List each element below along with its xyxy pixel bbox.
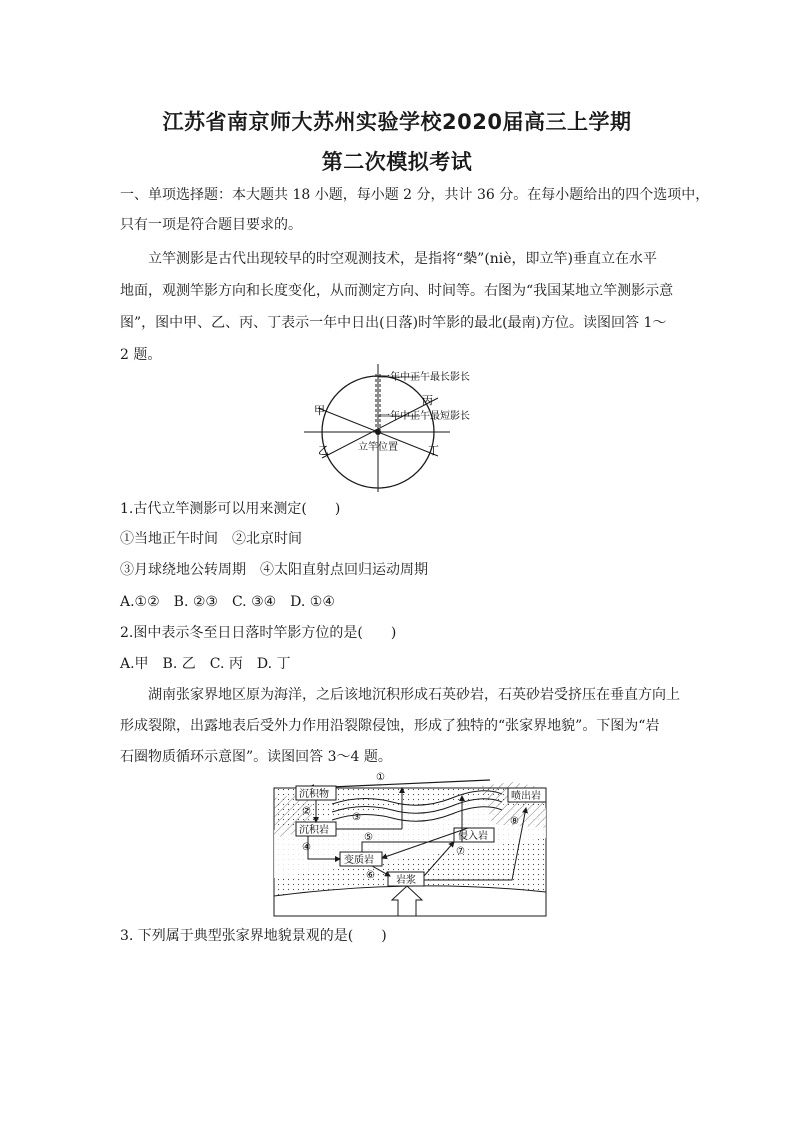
box-metamorphic-label: 变质岩: [344, 855, 374, 866]
label-shortest: 一年中正午最短影长: [380, 411, 470, 422]
passage2-line3: 石圈物质循环示意图”。读图回答 3～4 题。: [120, 749, 392, 765]
label-n6: ⑥: [366, 870, 375, 881]
q1-options-line1: ①当地正午时间 ②北京时间: [120, 531, 302, 547]
label-longest: 一年中正午最长影长: [380, 372, 470, 383]
q3-stem: 3. 下列属于典型张家界地貌景观的是( ): [120, 928, 387, 944]
passage2-line1: 湖南张家界地区原为海洋，之后该地沉积形成石英砂岩，石英砂岩受挤压在垂直方向上: [148, 687, 680, 703]
label-n4: ④: [302, 842, 311, 853]
q2-choices: A.甲 B. 乙 C. 丙 D. 丁: [120, 656, 291, 672]
label-n5: ⑤: [364, 832, 373, 843]
box-sed-rock-label: 沉积岩: [299, 825, 329, 836]
label-pole: 立竿位置: [358, 442, 398, 453]
passage1-line1: 立竿测影是古代出现较早的时空观测技术，是指将“槷”(niè，即立竿)垂直立在水平: [148, 251, 658, 267]
section-instructions-line1: 一、单项选择题：本大题共 18 小题，每小题 2 分，共计 36 分。在每小题给出的四个选项中，: [120, 187, 710, 203]
passage1-line4: 2 题。: [120, 347, 162, 363]
label-yi: 乙: [318, 444, 329, 457]
label-bing: 丙: [422, 394, 433, 407]
section-instructions-line2: 只有一项是符合题目要求的。: [120, 217, 302, 233]
q1-choices: A.①② B. ②③ C. ③④ D. ①④: [120, 594, 335, 610]
box-sediment-label: 沉积物: [299, 789, 329, 800]
label-n1: ①: [376, 772, 385, 783]
label-ding: 丁: [428, 444, 439, 457]
label-jia: 甲: [314, 404, 325, 417]
passage1-line3: 图”，图中甲、乙、丙、丁表示一年中日出(日落)时竿影的最北(最南)方位。读图回答 1～: [120, 315, 667, 331]
box-intrusive-label: 侵入岩: [458, 831, 488, 842]
passage1-line2: 地面，观测竿影方向和长度变化，从而测定方向、时间等。右图为“我国某地立竿测影示意: [120, 283, 674, 299]
q1-options-line2: ③月球绕地公转周期 ④太阳直射点回归运动周期: [120, 562, 428, 578]
q1-stem: 1.古代立竿测影可以用来测定( ): [120, 501, 341, 517]
page-subtitle: 第二次模拟考试: [321, 150, 473, 174]
rock-cycle-diagram: [272, 768, 548, 918]
label-n7: ⑦: [456, 846, 465, 857]
box-extrusive-label: 喷出岩: [511, 791, 541, 802]
pole-shadow-diagram: [300, 362, 500, 496]
q2-stem: 2.图中表示冬至日日落时竿影方位的是( ): [120, 625, 397, 641]
passage2-line2: 形成裂隙，出露地表后受外力作用沿裂隙侵蚀，形成了独特的“张家界地貌”。下图为“岩: [120, 718, 660, 734]
label-n3: ③: [352, 812, 361, 823]
label-n8: ⑧: [510, 816, 519, 827]
pole-dot: [375, 429, 381, 435]
page-title: 江苏省南京师大苏州实验学校2020届高三上学期: [162, 110, 632, 134]
box-magma-label: 岩浆: [396, 875, 416, 886]
label-n2: ②: [302, 806, 311, 817]
